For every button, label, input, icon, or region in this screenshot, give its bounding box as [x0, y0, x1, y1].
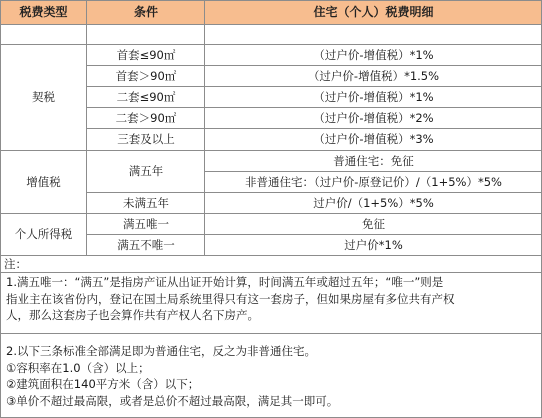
deed-tax-detail: （过户价-增值税）*2%: [313, 110, 434, 125]
note-2-line: ②建筑面积在140平方米（含）以下；: [6, 377, 200, 391]
income-tax-detail: 免征: [362, 216, 385, 231]
row-divider: [0, 44, 542, 45]
note-1-line: 1.满五唯一：“满五”是指房产证从出证开始计算，时间满五年或超过五年；“唯一”则是: [6, 275, 444, 289]
deed-tax-condition: 三套及以上: [117, 131, 175, 146]
deed-tax-condition: 二套＞90㎡: [115, 110, 177, 125]
row-divider: [0, 213, 542, 214]
vat-label: 增值税: [26, 174, 61, 189]
row-divider: [0, 272, 542, 273]
notes-title: 注：: [4, 257, 27, 271]
header-tax-type: 税费类型: [0, 0, 87, 24]
vat-nonordinary-detail: 非普通住宅：（过户价-原登记价）/（1+5%）*5%: [245, 174, 502, 189]
row-divider: [0, 24, 542, 25]
row-divider: [0, 255, 542, 256]
row-divider: [86, 128, 542, 129]
row-divider: [86, 192, 542, 193]
row-divider: [86, 86, 542, 87]
note-2-line: 2.以下三条标准全部满足即为普通住宅，反之为非普通住宅。: [6, 344, 316, 358]
row-divider: [86, 65, 542, 66]
deed-tax-condition: 二套≤90㎡: [116, 89, 176, 104]
deed-tax-detail: （过户价-增值税）*1.5%: [307, 68, 440, 83]
income-tax-detail: 过户价*1%: [344, 237, 403, 252]
row-divider: [0, 150, 542, 151]
row-divider: [86, 234, 542, 235]
row-divider: [204, 171, 542, 172]
vat-over-five-condition: 满五年: [128, 164, 164, 178]
deed-tax-detail: （过户价-增值税）*1%: [313, 47, 434, 62]
deed-tax-detail: （过户价-增值税）*3%: [313, 131, 434, 146]
income-tax-condition: 满五唯一: [123, 216, 169, 231]
row-divider: [86, 107, 542, 108]
note-1-line: 指业主在该省份内，登记在国土局系统里得只有这一套房子，但如果房屋有多位共有产权: [6, 291, 455, 306]
vat-under-five-condition: 未满五年: [123, 195, 169, 210]
deed-tax-label: 契税: [32, 90, 55, 104]
deed-tax-condition: 首套＞90㎡: [115, 68, 177, 83]
header-detail: 住宅（个人）税费明细: [205, 0, 542, 24]
income-tax-label: 个人所得税: [14, 227, 73, 241]
vat-ordinary-detail: 普通住宅：免征: [333, 153, 414, 168]
vat-under-five-detail: 过户价/（1+5%）*5%: [313, 195, 434, 210]
note-2: [6, 343, 338, 409]
income-tax-condition: 满五不唯一: [117, 237, 175, 252]
border-left: [0, 0, 1, 418]
note-1: [6, 274, 455, 324]
deed-tax-condition: 首套≤90㎡: [116, 47, 176, 62]
note-2-line: ③单价不超过最高限，或者是总价不超过最高限，满足其一即可。: [6, 393, 339, 408]
header-condition: 条件: [87, 0, 205, 24]
deed-tax-detail: （过户价-增值税）*1%: [313, 89, 434, 104]
border-top: [0, 0, 542, 1]
note-1-line: 人，那么这套房子也会算作共有产权人名下房产。: [6, 308, 259, 322]
note-2-line: ①容积率在1.0（含）以上；: [6, 360, 150, 375]
row-divider: [0, 333, 542, 334]
